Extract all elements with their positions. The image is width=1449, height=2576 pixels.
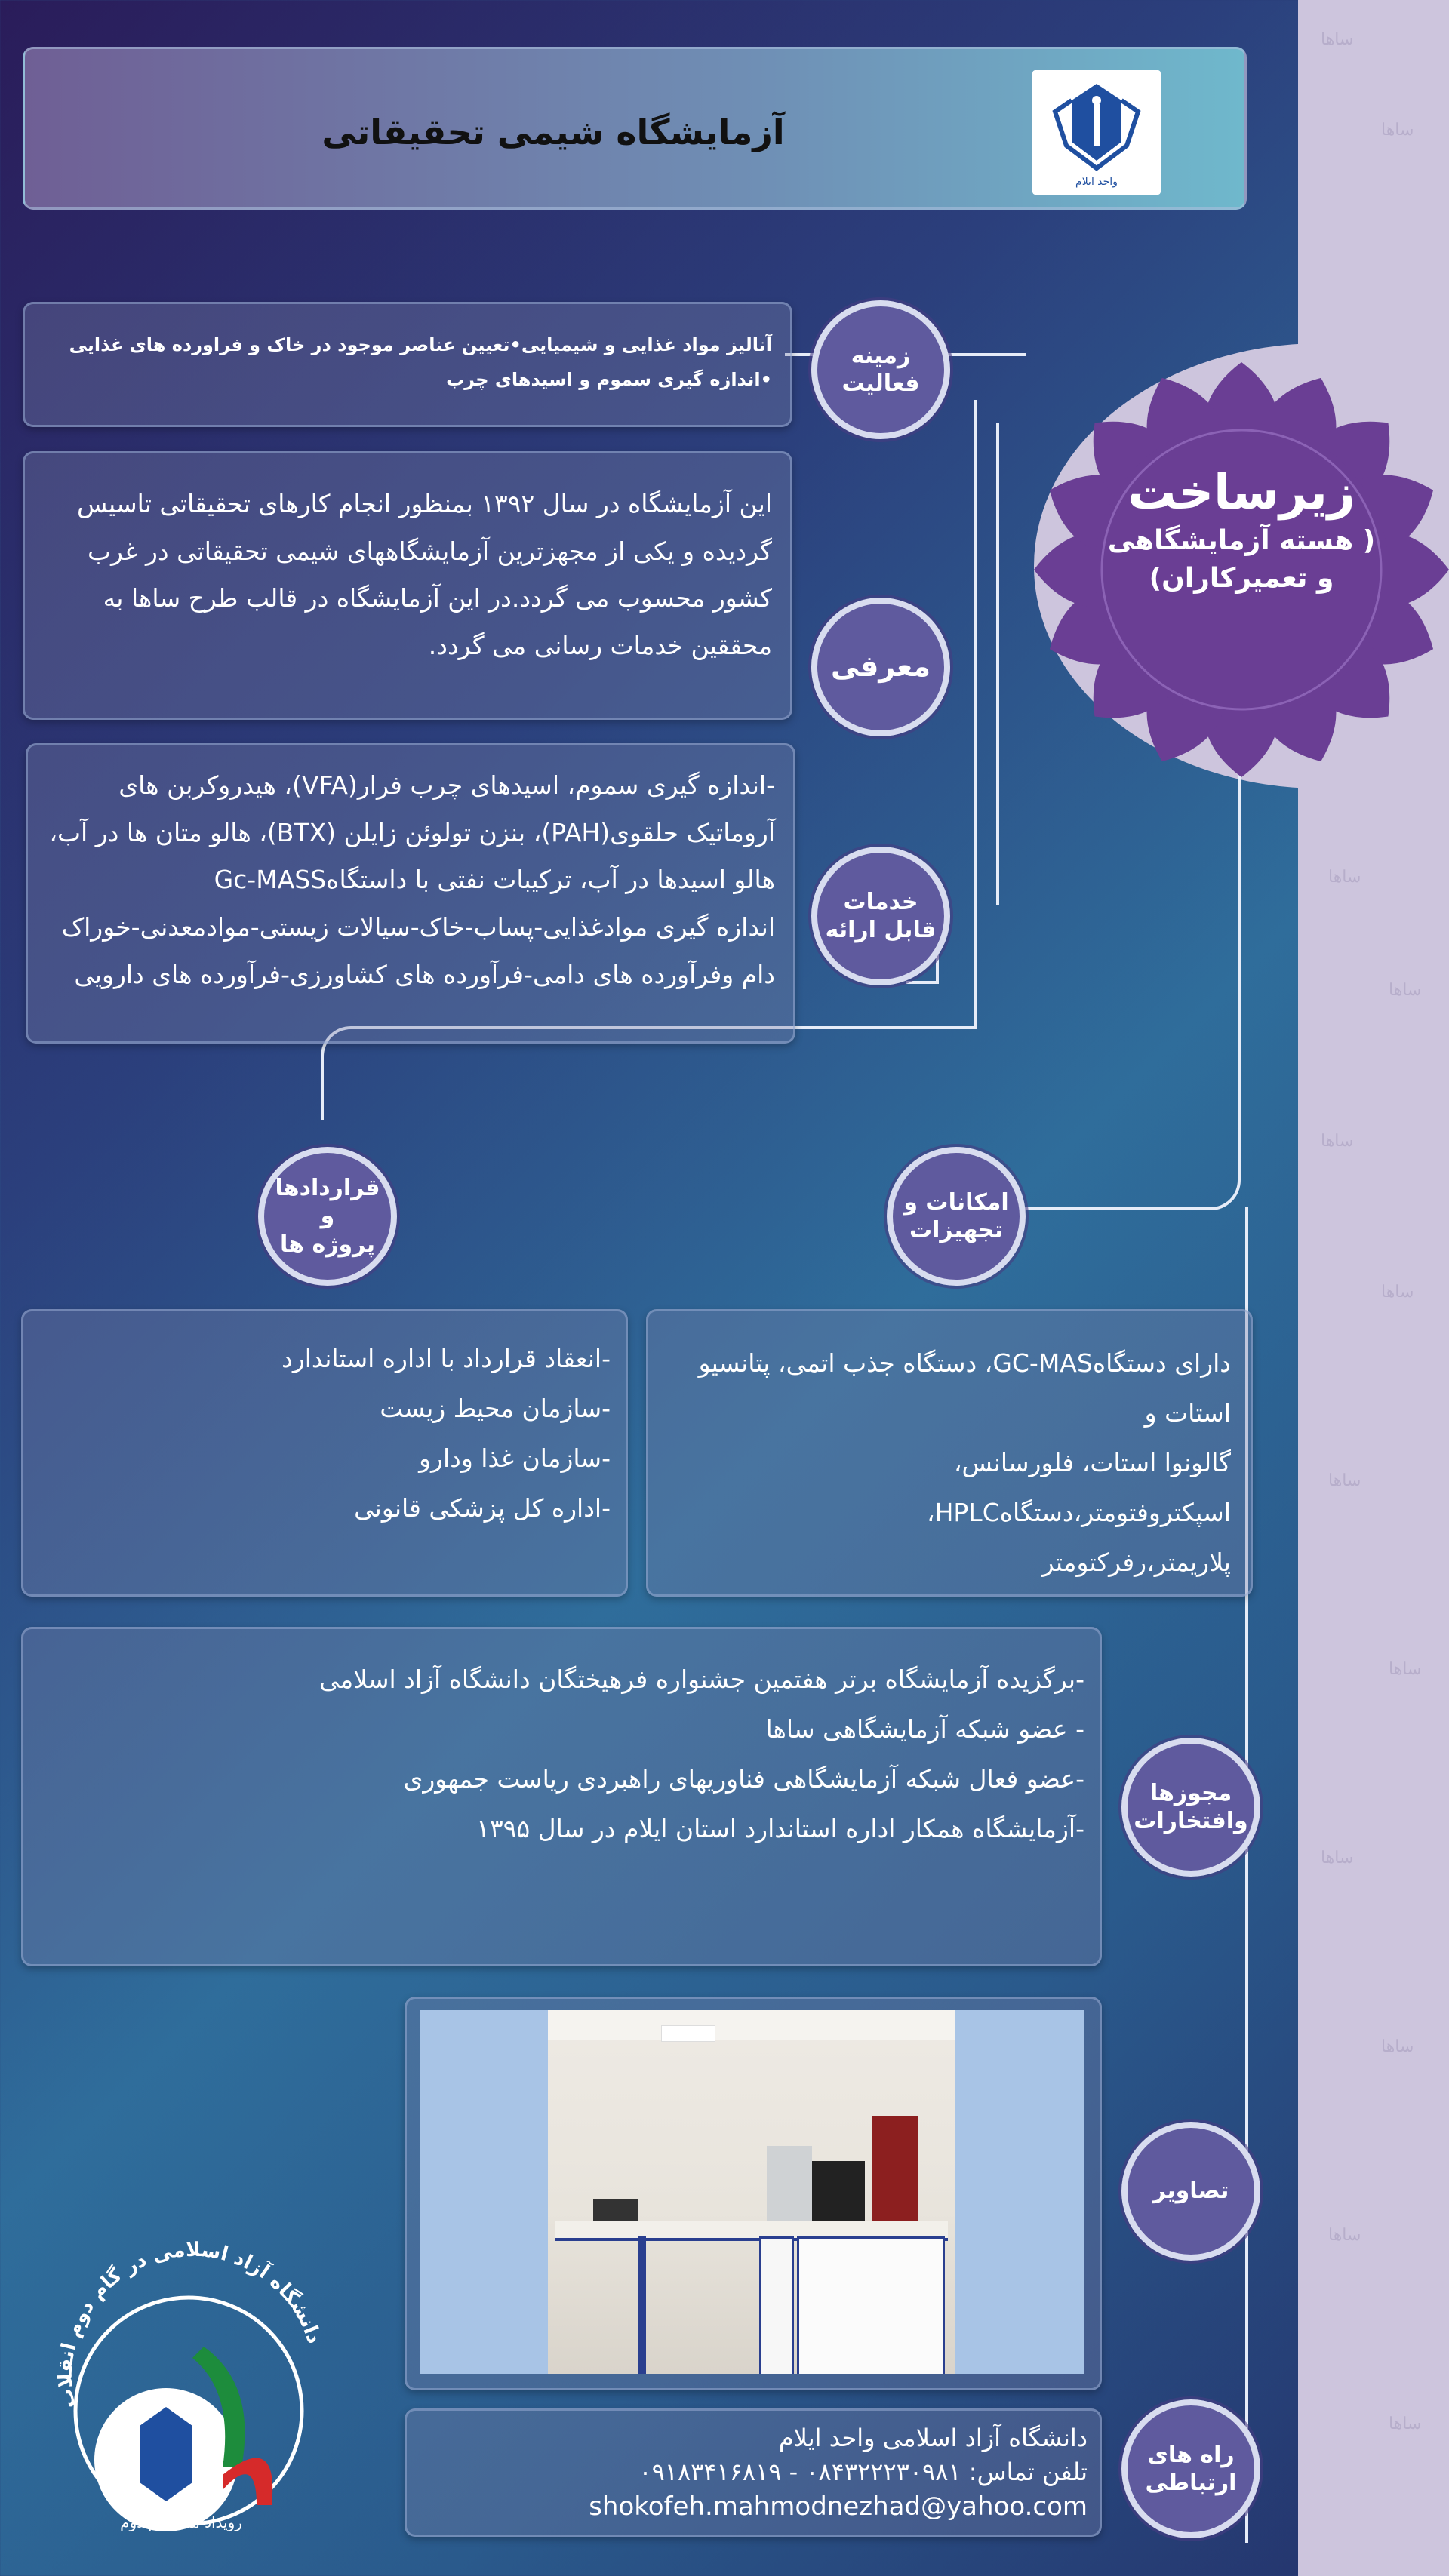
contact-email[interactable]: shokofeh.mahmodnezhad@yahoo.com bbox=[589, 2491, 1088, 2522]
contact-label-1: راه های bbox=[1147, 2441, 1235, 2468]
anniversary-emblem bbox=[30, 2233, 347, 2550]
services-line: آروماتیک حلقوی(PAH)، بنزن تولوئن زایلن (BTX)، هالو متان ها در آب، bbox=[49, 817, 775, 847]
university-logo bbox=[1032, 70, 1161, 195]
awards-line: - عضو شبکه آزمایشگاهی ساها bbox=[765, 1714, 1084, 1744]
contact-phone: تلفن تماس: ۰۸۴۳۲۲۲۳۰۹۸۱ - ۰۹۱۸۳۴۱۶۸۱۹ bbox=[638, 2457, 1088, 2486]
emblem-caption: رویداد ملی گام دوم bbox=[120, 2513, 242, 2531]
pattern-glyph: ساها bbox=[1328, 1471, 1361, 1490]
awards-label-1: مجوزها bbox=[1149, 1779, 1232, 1806]
emblem-arc-text: دانشگاه آزاد اسلامی در گام دوم انقلاب bbox=[54, 2238, 326, 2411]
pattern-glyph: ساها bbox=[1389, 2415, 1422, 2433]
equipment-panel bbox=[646, 1309, 1253, 1597]
contracts-circle bbox=[258, 1147, 397, 1286]
contact-circle bbox=[1121, 2399, 1260, 2538]
intro-label: معرفی bbox=[831, 650, 931, 684]
awards-line: -برگزیده آزمایشگاه برتر هفتمین جشنواره فرهیختگان دانشگاه آزاد اسلامی bbox=[318, 1665, 1084, 1694]
intro-panel bbox=[23, 451, 792, 720]
infrastructure-subtitle-2: و تعمیرکاران) bbox=[1149, 563, 1334, 595]
pattern-glyph: ساها bbox=[1389, 1660, 1422, 1679]
infrastructure-flower bbox=[1034, 355, 1449, 777]
pattern-glyph: ساها bbox=[1389, 981, 1422, 1000]
intro-line: کشور محسوب می گردد.در این آزمایشگاه در قالب طرح ساها به bbox=[103, 583, 772, 613]
pattern-glyph: ساها bbox=[1381, 1283, 1414, 1302]
services-label-2: قابل ارائه bbox=[825, 917, 937, 943]
equipment-circle bbox=[887, 1147, 1026, 1286]
contracts-line: -اداره کل پزشکی قانونی bbox=[354, 1493, 611, 1523]
infrastructure-title: زیرساخت bbox=[1128, 465, 1355, 521]
field-circle bbox=[811, 300, 950, 439]
field-label-2: فعالیت bbox=[841, 370, 920, 397]
awards-label-2: وافتخارات bbox=[1134, 1808, 1248, 1834]
awards-panel bbox=[21, 1627, 1102, 1966]
services-circle bbox=[811, 847, 950, 985]
connector-line bbox=[974, 400, 977, 1026]
contact-org: دانشگاه آزاد اسلامی واحد ایلام bbox=[778, 2424, 1088, 2452]
services-line: دام وفرآورده های دامی-فرآورده های کشاورزی-فرآورده های دارویی bbox=[74, 959, 775, 989]
intro-circle bbox=[811, 598, 950, 736]
pattern-glyph: ساها bbox=[1321, 30, 1354, 49]
pattern-glyph: ساها bbox=[1328, 2226, 1361, 2245]
field-line: •اندازه گیری سموم و اسیدهای چرب bbox=[446, 368, 772, 390]
contracts-label-2: پروژه ها bbox=[279, 1231, 376, 1258]
pattern-glyph: ساها bbox=[1321, 1849, 1354, 1867]
svg-text:چهلمین سال تاسیس دانشگاه آزاد bbox=[30, 2233, 325, 2410]
services-label-1: خدمات bbox=[843, 888, 918, 915]
pattern-glyph: ساها bbox=[1321, 1132, 1354, 1151]
connector-line bbox=[906, 981, 939, 984]
pattern-glyph: ساها bbox=[1328, 868, 1361, 887]
contracts-line: -انعقاد قرارداد با اداره استاندارد bbox=[281, 1344, 611, 1373]
lab-photo-frame bbox=[420, 2010, 1084, 2374]
intro-line: محققین خدمات رسانی می گردد. bbox=[428, 631, 772, 661]
lab-photo bbox=[548, 2010, 955, 2374]
contracts-label-1: قراردادها و bbox=[275, 1174, 380, 1230]
equipment-line: گالونوا استات، فلورسانس، اسپکتروفتومتر،دستگاهHPLC، bbox=[926, 1448, 1231, 1527]
contracts-line: -سازمان محیط زیست bbox=[380, 1394, 611, 1423]
intro-line: این آزمایشگاه در سال ۱۳۹۲ بمنظور انجام کارهای تحقیقاتی تاسیس bbox=[76, 489, 772, 518]
services-line: -اندازه گیری سموم، اسیدهای چرب فرار(VFA)، هیدروکربن های bbox=[118, 770, 775, 800]
awards-line: -عضو فعال شبکه آزمایشگاهی فناوریهای راهبردی ریاست جمهوری bbox=[403, 1764, 1084, 1794]
equipment-label-2: تجهیزات bbox=[909, 1217, 1004, 1243]
azad-university-logo-icon bbox=[1032, 70, 1161, 195]
equipment-line: دارای دستگاهGC-MAS، دستگاه جذب اتمی، پتانسیو استات و bbox=[698, 1348, 1231, 1428]
connector-line bbox=[996, 423, 999, 905]
equipment-label-1: امکانات و bbox=[903, 1188, 1009, 1216]
contracts-panel bbox=[21, 1309, 628, 1597]
services-line: هالو اسیدها در آب، ترکیبات نفتی با داستگاهGc-MASS bbox=[214, 865, 775, 895]
page-title: آزمایشگاه شیمی تحقیقاتی bbox=[321, 112, 785, 152]
pattern-glyph: ساها bbox=[1381, 2037, 1414, 2056]
logo-caption: واحد ایلام bbox=[1075, 176, 1118, 188]
awards-line: -آزمایشگاه همکار اداره استاندارد استان ایلام در سال ۱۳۹۵ bbox=[476, 1814, 1084, 1843]
connector-line bbox=[1011, 755, 1241, 1210]
images-label: تصاویر bbox=[1152, 2178, 1229, 2205]
services-line: اندازه گیری موادغذایی-پساب-خاک-سیالات زیستی-موادمعدنی-خوراک bbox=[61, 912, 775, 942]
title-bar bbox=[23, 47, 1247, 210]
awards-circle bbox=[1121, 1738, 1260, 1877]
intro-line: گردیده و یکی از مجهزترین آزمایشگاههای شیمی تحقیقاتی در غرب bbox=[87, 536, 772, 566]
pattern-glyph: ساها bbox=[1381, 121, 1414, 140]
services-panel bbox=[26, 743, 795, 1044]
contact-label-2: ارتباطی bbox=[1145, 2470, 1237, 2496]
field-panel bbox=[23, 302, 792, 427]
field-line: آنالیز مواد غذایی و شیمیایی•تعیین عناصر موجود در خاک و فراورده های غذایی bbox=[69, 334, 772, 355]
images-circle bbox=[1121, 2122, 1260, 2261]
equipment-line: پلاریمتر،رفرکتومتر bbox=[1041, 1548, 1231, 1577]
infrastructure-subtitle-1: ( هسته آزمایشگاهی bbox=[1107, 524, 1376, 556]
anniversary-emblem-icon bbox=[30, 2233, 347, 2550]
field-label-1: زمینه bbox=[851, 342, 911, 369]
contracts-line: -سازمان غذا ودارو bbox=[419, 1443, 611, 1473]
contact-panel bbox=[405, 2408, 1102, 2537]
